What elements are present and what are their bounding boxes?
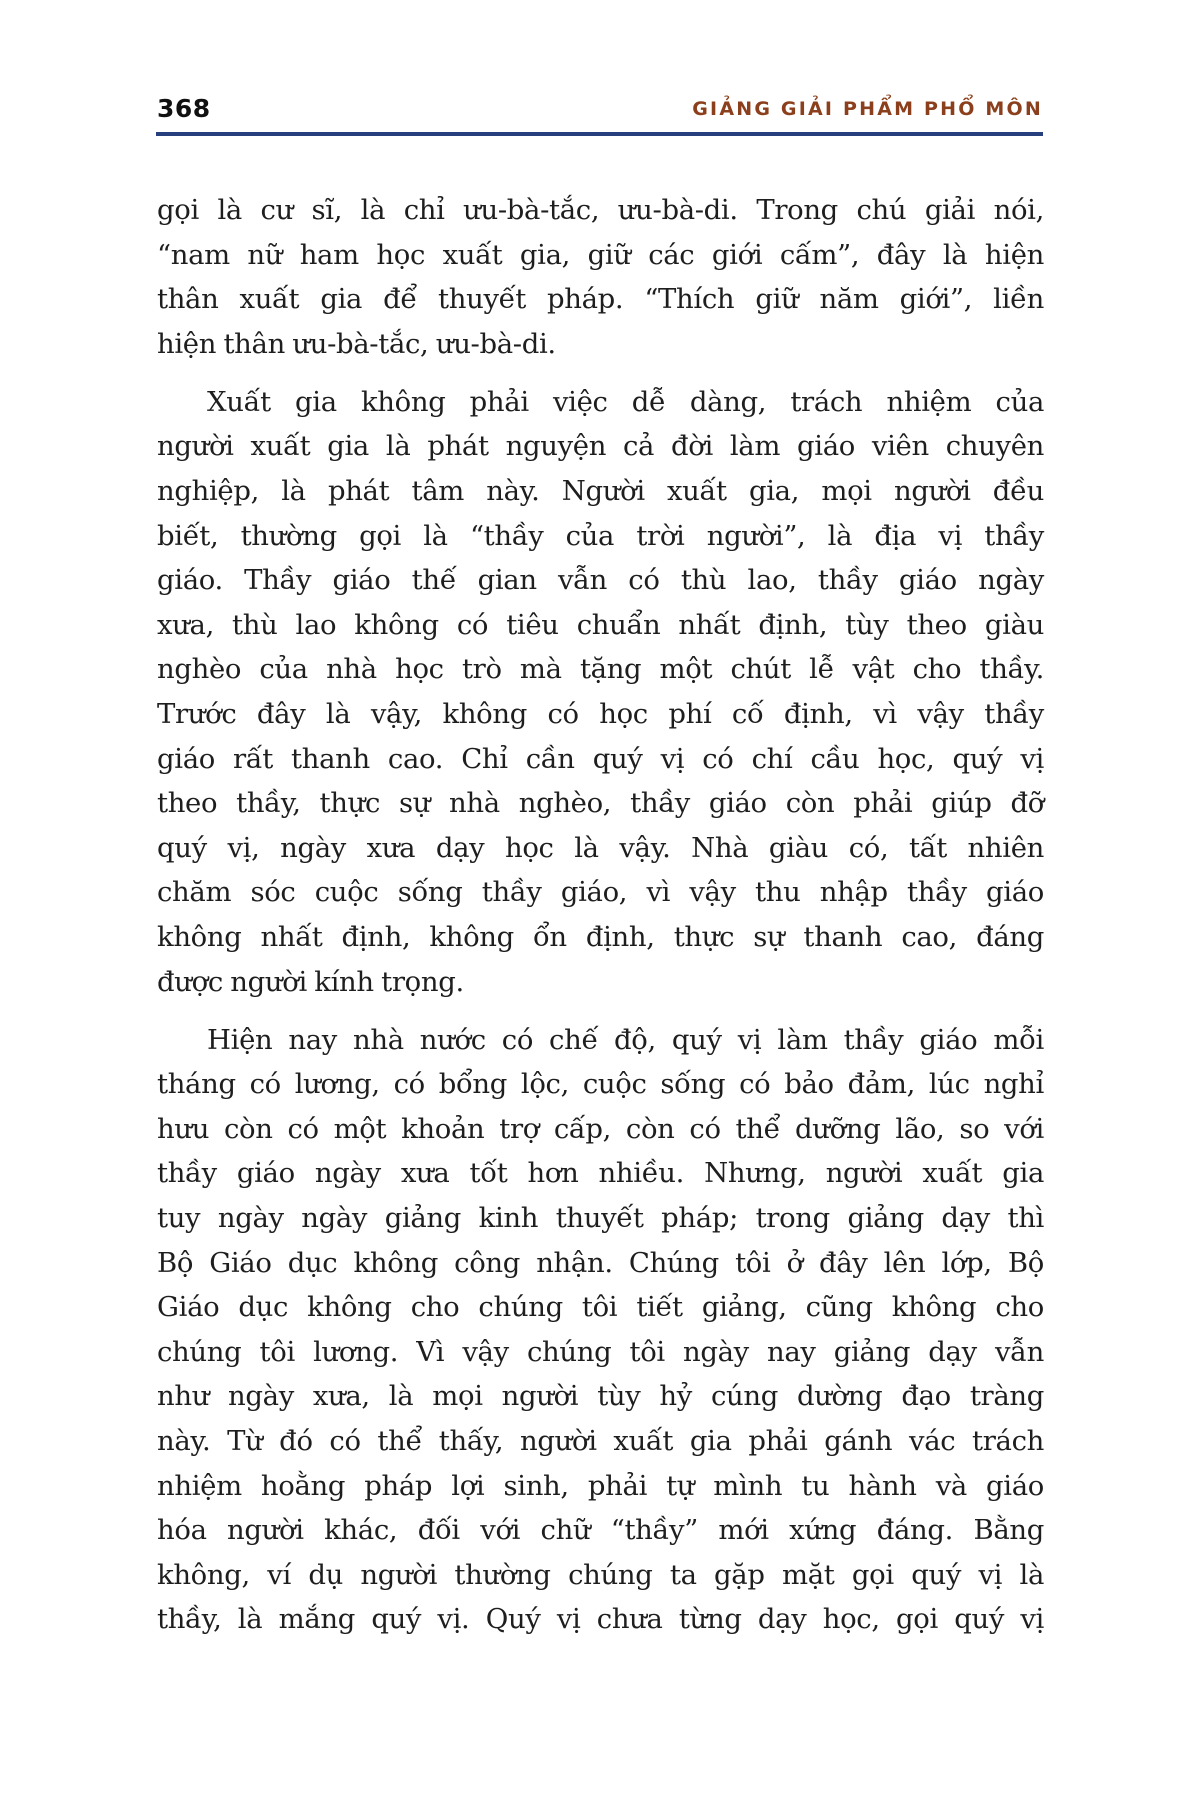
text-line: xưa, thù lao không có tiêu chuẩn nhất định, tùy theo giàu bbox=[157, 608, 1044, 641]
paragraph bbox=[157, 380, 1044, 1004]
text-line: Giáo dục không cho chúng tôi tiết giảng, cũng không cho bbox=[157, 1291, 1044, 1324]
text-line: như ngày xưa, là mọi người tùy hỷ cúng dường đạo tràng bbox=[157, 1380, 1044, 1413]
text-line: “nam nữ ham học xuất gia, giữ các giới cấm”, đây là hiện bbox=[157, 238, 1044, 271]
text-line: hóa người khác, đối với chữ “thầy” mới xứng đáng. Bằng bbox=[157, 1514, 1044, 1547]
text-line: hưu còn có một khoản trợ cấp, còn có thể dưỡng lão, so với bbox=[157, 1112, 1044, 1145]
text-line: chăm sóc cuộc sống thầy giáo, vì vậy thu nhập thầy giáo bbox=[157, 876, 1044, 909]
text-line: người xuất gia là phát nguyện cả đời làm giáo viên chuyên bbox=[157, 430, 1044, 463]
text-line: biết, thường gọi là “thầy của trời người”, là địa vị thầy bbox=[157, 519, 1044, 552]
text-line: hiện thân ưu-bà-tắc, ưu-bà-di. bbox=[157, 327, 556, 360]
text-line: theo thầy, thực sự nhà nghèo, thầy giáo còn phải giúp đỡ bbox=[157, 787, 1044, 820]
text-line: được người kính trọng. bbox=[157, 965, 464, 998]
paragraph bbox=[157, 188, 1044, 366]
text-line: không nhất định, không ổn định, thực sự thanh cao, đáng bbox=[157, 921, 1044, 953]
text-line: nghèo của nhà học trò mà tặng một chút lễ vật cho thầy. bbox=[157, 653, 1044, 686]
text-line: gọi là cư sĩ, là chỉ ưu-bà-tắc, ưu-bà-di. Trong chú giải nói, bbox=[157, 194, 1044, 226]
text-line: Trước đây là vậy, không có học phí cố định, vì vậy thầy bbox=[157, 698, 1044, 731]
text-line: Bộ Giáo dục không công nhận. Chúng tôi ở đây lên lớp, Bộ bbox=[157, 1246, 1044, 1279]
header-rule bbox=[156, 132, 1043, 136]
page-header bbox=[156, 94, 1043, 138]
text-line: Xuất gia không phải việc dễ dàng, trách nhiệm của bbox=[207, 385, 1044, 418]
body-text bbox=[157, 188, 1044, 1656]
text-line: không, ví dụ người thường chúng ta gặp mặt gọi quý vị là bbox=[157, 1558, 1044, 1591]
text-line: thầy giáo ngày xưa tốt hơn nhiều. Nhưng, người xuất gia bbox=[157, 1157, 1044, 1190]
text-line: tuy ngày ngày giảng kinh thuyết pháp; trong giảng dạy thì bbox=[157, 1202, 1044, 1235]
text-line: Hiện nay nhà nước có chế độ, quý vị làm thầy giáo mỗi bbox=[207, 1023, 1044, 1056]
text-line: nhiệm hoằng pháp lợi sinh, phải tự mình tu hành và giáo bbox=[157, 1469, 1044, 1502]
paragraph bbox=[157, 1018, 1044, 1642]
text-line: này. Từ đó có thể thấy, người xuất gia phải gánh vác trách bbox=[157, 1425, 1044, 1458]
page-number: 368 bbox=[157, 94, 211, 123]
text-line: giáo. Thầy giáo thế gian vẫn có thù lao, thầy giáo ngày bbox=[157, 564, 1044, 597]
text-line: giáo rất thanh cao. Chỉ cần quý vị có chí cầu học, quý vị bbox=[157, 742, 1044, 775]
text-line: nghiệp, là phát tâm này. Người xuất gia, mọi người đều bbox=[157, 475, 1044, 508]
text-line: thân xuất gia để thuyết pháp. “Thích giữ năm giới”, liền bbox=[157, 283, 1044, 316]
text-line: quý vị, ngày xưa dạy học là vậy. Nhà giàu có, tất nhiên bbox=[157, 831, 1044, 864]
text-line: thầy, là mắng quý vị. Quý vị chưa từng dạy học, gọi quý vị bbox=[157, 1603, 1044, 1636]
text-line: tháng có lương, có bổng lộc, cuộc sống có bảo đảm, lúc nghỉ bbox=[157, 1068, 1044, 1101]
text-line: chúng tôi lương. Vì vậy chúng tôi ngày nay giảng dạy vẫn bbox=[157, 1335, 1044, 1368]
running-title: GIẢNG GIẢI PHẨM PHỔ MÔN bbox=[692, 98, 1043, 120]
